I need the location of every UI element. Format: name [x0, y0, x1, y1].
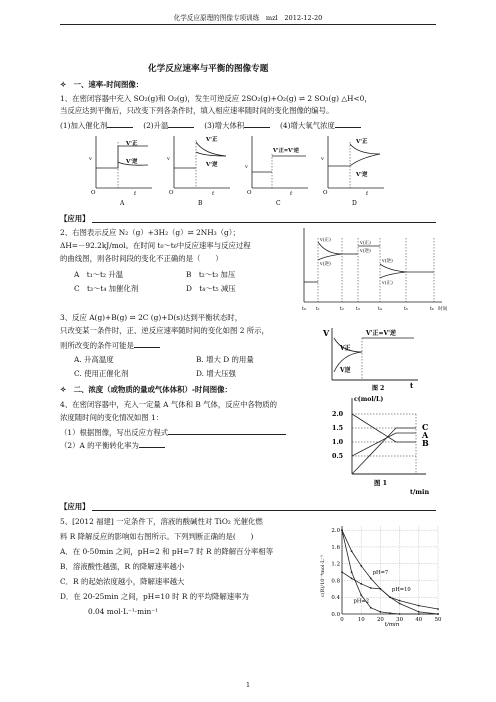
svg-text:图 1: 图 1	[374, 479, 388, 487]
series-point-pH=10	[360, 583, 362, 585]
series-point-pH=7	[360, 565, 362, 567]
graph-a	[88, 136, 152, 207]
series-point-pH=7	[341, 529, 343, 531]
svg-text:D: D	[352, 200, 357, 207]
svg-text:v: v	[89, 156, 92, 162]
series-point-pH=10	[389, 596, 391, 598]
app1-heading: 【应用】	[60, 214, 90, 223]
section2-heading: ✧ 二、浓度（或物质的量或气体体积）-时间图像：	[60, 385, 232, 394]
series-point-pH=2	[418, 613, 420, 615]
q5-option-c: C．R 的起始浓度越小，降解速率越大	[60, 577, 185, 586]
svg-text:2.0: 2.0	[332, 410, 344, 418]
svg-text:C: C	[422, 422, 429, 432]
svg-text:1.0: 1.0	[332, 438, 344, 446]
q2-rate-figure	[296, 224, 446, 314]
page-number: 1	[245, 681, 251, 689]
series-point-pH=2	[399, 613, 401, 615]
q5-option-a: A．在 0-50min 之间，pH=2 和 pH=7 时 R 的降解百分率相等	[60, 547, 274, 556]
q5-degradation-chart	[316, 520, 444, 628]
series-point-pH=10	[370, 587, 372, 589]
svg-text:O: O	[169, 190, 174, 196]
svg-text:v(正): v(正)	[382, 281, 393, 286]
svg-text:c(mol/L): c(mol/L)	[354, 396, 384, 403]
y-tick-label: 1.6	[331, 544, 340, 551]
q5-option-b: B．溶液酸性越强，R 的降解速率越小	[60, 562, 185, 571]
q2-option-c: C t₃～t₄ 加催化剂	[74, 284, 139, 293]
series-point-pH=7	[351, 550, 353, 552]
series-point-pH=10	[418, 605, 420, 607]
q3-line3: 则所改变的条件可能是	[60, 339, 160, 350]
svg-text:t₆: t₆	[430, 307, 434, 312]
series-point-pH=2	[380, 611, 382, 613]
series-point-pH=7	[399, 603, 401, 605]
q4-sub1: （1）根据图像，写出反应方程式	[60, 426, 286, 437]
svg-text:V'正: V'正	[126, 141, 138, 147]
svg-text:A: A	[120, 200, 125, 207]
q1-line2: 当反应达到平衡后，只改变下列各条件时，填入相应速率随时间的变化图像的编号。	[60, 106, 334, 115]
svg-text:t: t	[410, 381, 414, 390]
svg-text:t₀: t₀	[302, 307, 306, 312]
svg-text:图 2: 图 2	[372, 385, 385, 392]
y-tick-label: 2.0	[331, 528, 340, 535]
svg-text:B: B	[422, 438, 429, 448]
svg-text:t: t	[212, 191, 215, 197]
series-point-pH=10	[341, 571, 343, 573]
q2-line1: 2、右图表示反应 N₂（g）+3H₂（g）⇌ 2NH₃（g）；	[60, 228, 240, 237]
doc-title: 化学反应速率与平衡的图像专题	[148, 64, 269, 74]
svg-text:时间: 时间	[438, 307, 448, 312]
x-tick-label: 30	[396, 617, 404, 623]
q1-graph-row	[88, 132, 388, 208]
svg-text:t: t	[366, 191, 369, 197]
svg-text:t₁: t₁	[316, 307, 320, 312]
series-label-pH=7: pH=7	[372, 570, 389, 577]
q1-line1: 1、在密闭容器中充入 SO₂(g)和 O₂(g)，发生可逆反应 2SO₂(g)+O₂(g) ⇌ 2 SO₃(g) △H<0，	[60, 94, 372, 103]
svg-text:v(正): v(正)	[320, 238, 331, 243]
y-tick-label: 0.0	[331, 612, 340, 618]
svg-text:V'逆: V'逆	[206, 162, 218, 168]
series-point-pH=7	[418, 611, 420, 613]
chart-x-label: t/min	[384, 622, 400, 628]
svg-text:V'正=V'逆: V'正=V'逆	[366, 330, 397, 337]
svg-text:t: t	[134, 191, 137, 197]
q4-line2: 浓度随时间的变化情况如图 1：	[60, 413, 164, 422]
svg-text:O: O	[247, 190, 252, 196]
svg-text:C: C	[276, 200, 281, 207]
q5-option-d-tail: 0.04 mol·L⁻¹·min⁻¹	[88, 607, 159, 616]
q3-figure	[322, 324, 422, 394]
app2-heading: 【应用】	[60, 502, 90, 511]
svg-text:V'正=V'逆: V'正=V'逆	[273, 148, 299, 154]
q3-line2: 只改变某一条件时，正、逆反应速率随时间的变化如图 2 所示，	[60, 326, 269, 335]
y-tick-label: 0.8	[331, 578, 340, 585]
svg-text:t₄: t₄	[378, 307, 382, 312]
svg-text:t/min: t/min	[410, 488, 430, 496]
header-rule	[60, 24, 436, 25]
svg-text:v: v	[167, 156, 170, 162]
series-point-pH=2	[370, 607, 372, 609]
svg-text:V'逆: V'逆	[356, 172, 368, 178]
svg-text:V: V	[323, 328, 330, 338]
q2-option-a: A t₁～t₂ 升温	[74, 270, 124, 279]
q3-option-d: D. 增大压强	[196, 369, 236, 378]
svg-text:v(正): v(正)	[360, 241, 371, 246]
svg-text:t₃: t₃	[356, 307, 360, 312]
series-point-pH=2	[360, 594, 362, 596]
q4-figure	[330, 392, 440, 496]
q3-option-a: A. 升高温度	[74, 355, 114, 364]
svg-text:B: B	[198, 200, 203, 207]
svg-text:t₅: t₅	[404, 307, 408, 312]
q5-line2: 料 R 降解反应的影响如右图所示。下列判断正确的是( )	[60, 532, 254, 541]
q1-subquestions: (1)加入催化剂 (2)升温 (3)增大体积 (4)增大氧气浓度	[60, 119, 361, 130]
q2-option-d: D t₄～t₅ 减压	[186, 284, 236, 293]
svg-text:V'正: V'正	[356, 139, 368, 145]
q3-option-b: B. 增大 D 的用量	[196, 355, 254, 364]
svg-text:v: v	[321, 156, 324, 162]
series-label-pH=10: pH=10	[391, 586, 411, 593]
page-header: 化学反应原理的图像专项训练 mzl 2012-12-20	[173, 14, 323, 22]
x-tick-label: 40	[415, 617, 423, 623]
svg-text:O: O	[91, 190, 96, 196]
q3-line1: 3、反应 A(g)+B(g) ⇌ 2C (g)+D(s)达到平衡状态时，	[60, 313, 243, 322]
series-point-pH=7	[370, 577, 372, 579]
x-tick-label: 20	[376, 617, 384, 623]
svg-text:A: A	[422, 430, 429, 440]
svg-text:v(逆): v(逆)	[320, 262, 331, 267]
x-tick-label: 0	[340, 617, 344, 623]
svg-text:v(逆): v(逆)	[360, 249, 371, 254]
q4-line1: 4、在密闭容器中，充入一定量 A 气体和 B 气体，反应中各物质的	[60, 400, 278, 409]
app2-rule	[92, 510, 436, 511]
q5-line1: 5、[2012 福建] 一定条件下，溶液的酸碱性对 TiO₂ 光催化燃	[60, 517, 263, 526]
q2-option-b: B t₂～t₃ 加压	[186, 270, 236, 279]
svg-text:v(逆): v(逆)	[382, 259, 393, 264]
y-tick-label: 1.2	[331, 561, 340, 568]
q3-option-c: C. 使用正催化剂	[74, 369, 129, 378]
y-tick-label: 0.4	[331, 595, 340, 602]
svg-text:V正: V正	[340, 345, 351, 352]
x-tick-label: 50	[434, 617, 442, 623]
series-point-pH=10	[380, 588, 382, 590]
q2-line3: 的曲线图，则各时间段的变化不正确的是（ ）	[60, 254, 223, 263]
graph-c	[244, 136, 308, 207]
graph-d	[320, 136, 384, 207]
app1-rule	[92, 222, 436, 223]
chart-y-label: c(R)/10⁻⁴mol·L⁻¹	[320, 554, 326, 598]
svg-text:V'逆: V'逆	[126, 159, 138, 165]
svg-text:V逆: V逆	[340, 367, 351, 374]
series-point-pH=2	[389, 612, 391, 614]
series-point-pH=10	[399, 600, 401, 602]
q5-option-d: D．在 20-25min 之间，pH=10 时 R 的平均降解速率为	[60, 592, 249, 601]
svg-text:V'正: V'正	[206, 137, 218, 143]
series-point-pH=7	[437, 613, 439, 615]
series-point-pH=10	[351, 577, 353, 579]
q4-sub2: （2）A 的平衡转化率为	[60, 439, 165, 450]
graph-b	[166, 135, 230, 207]
series-label-pH=2: pH=2	[353, 598, 370, 605]
x-tick-label: 10	[357, 617, 365, 623]
q2-line2: ΔH=－92.2kJ/mol。在时间 t₀～t₆中反应速率与反应过程	[60, 241, 251, 250]
svg-text:1.5: 1.5	[332, 424, 344, 432]
svg-text:t: t	[290, 191, 293, 197]
svg-text:0.5: 0.5	[332, 452, 344, 460]
series-point-pH=2	[351, 571, 353, 573]
svg-text:v: v	[245, 164, 248, 170]
section1-heading: ✧ 一、速率-时间图像：	[60, 80, 144, 89]
svg-text:O: O	[323, 190, 328, 196]
series-point-pH=10	[437, 608, 439, 610]
svg-text:t₂: t₂	[340, 307, 344, 312]
